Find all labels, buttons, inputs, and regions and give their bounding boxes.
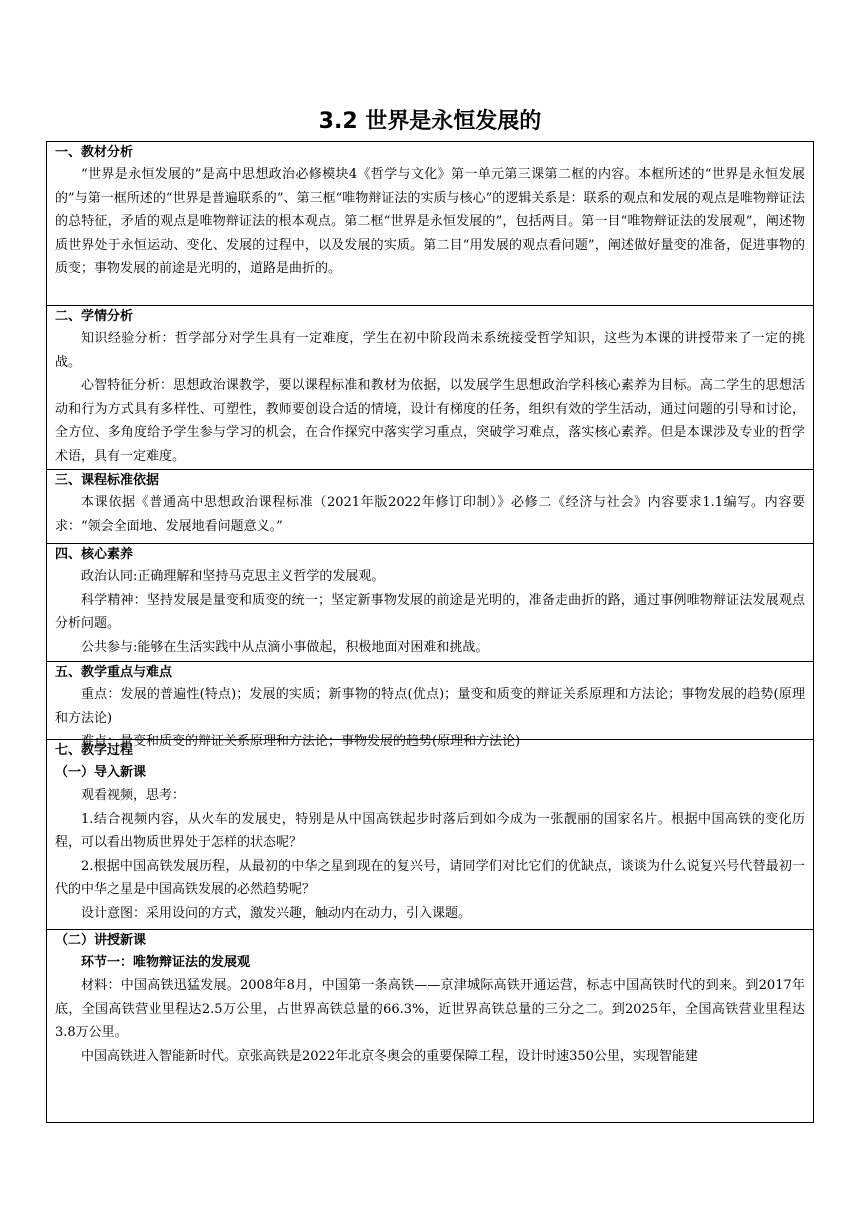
section-heading: 三、课程标准依据	[55, 473, 160, 488]
subsection-heading: （一）导入新课	[55, 765, 147, 780]
paragraph: 2.根据中国高铁发展历程，从最初的中华之星到现在的复兴号，请同学们对比它们的优缺点，谈谈为什么说复兴号代替最初一代的中华之星是中国高铁发展的必然趋势呢？	[55, 858, 805, 897]
subsection-heading: 环节一：唯物辩证法的发展观	[81, 955, 251, 970]
paragraph: 知识经验分析：哲学部分对学生具有一定难度，学生在初中阶段尚未系统接受哲学知识，这些为本课的讲授带来了一定的挑战。	[55, 331, 805, 370]
paragraph: 公共参与:能够在生活实践中从点滴小事做起，积极地面对困难和挑战。	[81, 639, 489, 655]
section-heading: 一、教材分析	[55, 145, 134, 160]
section-student-analysis	[47, 306, 813, 470]
section-curriculum-standard	[47, 470, 813, 544]
section-heading: 五、教学重点与难点	[55, 665, 173, 680]
section-heading: 四、核心素养	[55, 547, 134, 562]
paragraph: 本课依据《普通高中思想政治课程标准（2021年版2022年修订印制）》必修二《经济与社会》内容要求1.1编写。内容要求：“领会全面地、发展地看问题意义。”	[55, 495, 805, 534]
section-heading: （二）讲授新课	[55, 933, 147, 948]
paragraph: 心智特征分析：思想政治课教学，要以课程标准和教材为依据，以发展学生思想政治学科核心素养为目标。高二学生的思想活动和行为方式具有多样性、可塑性，教师要创设合适的情境，设计有梯度的任务，组织有效的学生活动，通过问题的引导和讨论，全方位、多角度给予学生参与学习的机会，在合作探究中落实学习重点，突破学习难点，落实核心素养。但是本课涉及专业的哲学术语，具有一定难度。	[55, 378, 805, 464]
paragraph: “世界是永恒发展的”是高中思想政治必修模块4《哲学与文化》第一单元第三课第二框的内容。本框所述的“世界是永恒发展的”与第一框所述的“世界是普遍联系的”、第三框“唯物辩证法的实质与核心”的逻辑关系是：联系的观点和发展的观点是唯物辩证法的总特征，矛盾的观点是唯物辩证法的根本观点。第二框“世界是永恒发展的”，包括两目。第一目“唯物辩证法的发展观”，阐述物质世界处于永恒运动、变化、发展的过程中，以及发展的实质。第二目“用发展的观点看问题”，阐述做好量变的准备，促进事物的质变；事物发展的前途是光明的，道路是曲折的。	[55, 167, 805, 276]
paragraph: 重点：发展的普遍性(特点)；发展的实质；新事物的特点(优点)；量变和质变的辩证关系原理和方法论；事物发展的趋势(原理和方法论)	[55, 687, 805, 726]
section-heading: 七、教学过程	[55, 743, 134, 758]
paragraph: 观看视频，思考：	[81, 788, 186, 803]
paragraph: 难点：量变和质变的辩证关系原理和方法论；事物发展的趋势(原理和方法论)	[81, 734, 521, 749]
paragraph: 政治认同:正确理解和坚持马克思主义哲学的发展观。	[81, 569, 385, 584]
lesson-plan-table	[46, 141, 814, 1123]
section-key-points	[47, 662, 813, 749]
section-heading: 二、学情分析	[55, 309, 134, 324]
paragraph: 中国高铁进入智能新时代。京张高铁是2022年北京冬奥会的重要保障工程，设计时速350公里，实现智能建	[81, 1048, 698, 1064]
section-textbook-analysis	[47, 142, 813, 306]
paragraph: 材料：中国高铁迅猛发展。2008年8月，中国第一条高铁——京津城际高铁开通运营，标志中国高铁时代的到来。到2017年底，全国高铁营业里程达2.5万公里，占世界高铁总量的66.3%，近世界高铁总量的三分之二。到2025年，全国高铁营业里程达3.8万公里。	[55, 978, 805, 1040]
section-new-lesson	[47, 930, 813, 1122]
paragraph: 科学精神：坚持发展是量变和质变的统一；坚定新事物发展的前途是光明的，准备走曲折的路，通过事例唯物辩证法发展观点分析问题。	[55, 592, 805, 631]
document-title: 3.2 世界是永恒发展的	[318, 109, 542, 134]
paragraph: 设计意图：采用设问的方式，激发兴趣，触动内在动力，引入课题。	[81, 905, 472, 921]
section-teaching-process	[47, 740, 813, 930]
section-core-literacy	[47, 544, 813, 662]
paragraph: 1.结合视频内容，从火车的发展史，特别是从中国高铁起步时落后到如今成为一张靓丽的国家名片。根据中国高铁的变化历程，可以看出物质世界处于怎样的状态呢？	[55, 811, 805, 850]
